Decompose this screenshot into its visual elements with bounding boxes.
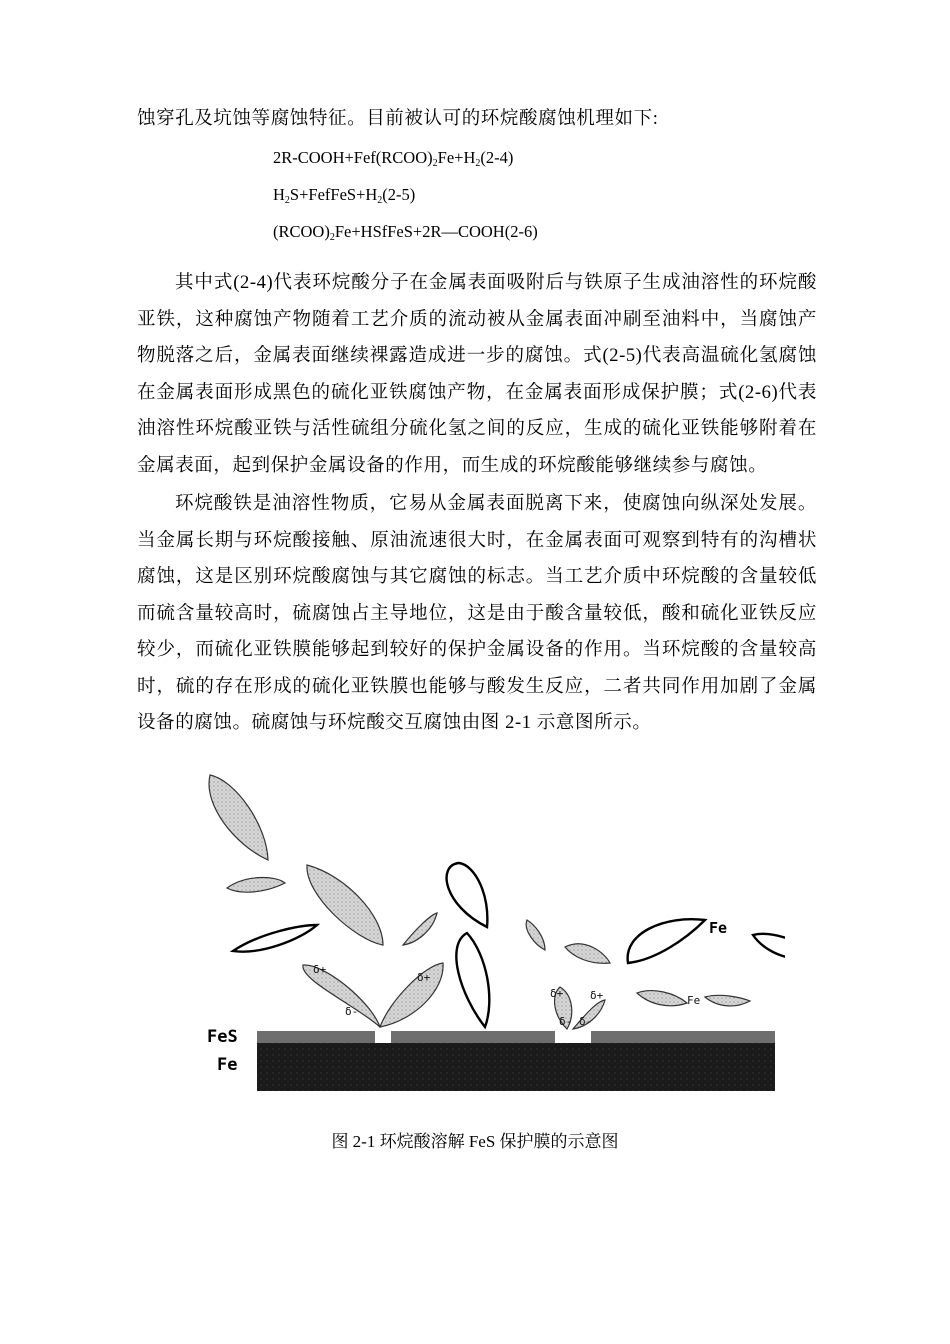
fe-base-layer [257, 1043, 775, 1091]
delta-plus-label-1: δ+ [313, 963, 327, 976]
leaf-left-attached-2 [380, 963, 443, 1027]
fes-label: FeS [207, 1027, 238, 1047]
corrosion-schematic [205, 765, 785, 1095]
delta-plus-label-4: δ+ [590, 989, 604, 1002]
fe-right-label: Fe [709, 919, 728, 937]
leaf-right-medium [565, 944, 610, 963]
delta-plus-label-3: δ+ [550, 987, 564, 1000]
leaf-outline-center [447, 863, 488, 927]
fe-small-label: Fe [687, 994, 701, 1007]
leaf-outline-upper-middle [456, 933, 489, 1027]
delta-minus-label-2: δ- [559, 1015, 573, 1028]
pit-left [375, 1031, 391, 1043]
intro-line: 蚀穿孔及坑蚀等腐蚀特征。目前被认可的环烷酸腐蚀机理如下: [137, 109, 659, 129]
fes-film-left [257, 1031, 375, 1043]
leaf-center-large [307, 865, 383, 945]
fes-film-right [591, 1031, 775, 1043]
leaf-top-left [209, 775, 268, 860]
fes-film-middle [391, 1031, 555, 1043]
pit-right [555, 1031, 591, 1043]
delta-plus-label-2: δ+ [417, 971, 431, 984]
leaf-outline-left [233, 925, 317, 952]
fe-label: Fe [217, 1055, 238, 1075]
equation-2-6: $(RCOO)_2Fe+HSfFeS+2R—COOH(2-6)$ [273, 222, 538, 243]
leaf-far-right [637, 991, 687, 1006]
figure-caption: 图 2-1 环烷酸溶解 FeS 保护膜的示意图 [331, 1132, 619, 1151]
paragraph-interaction: 环烷酸铁是油溶性物质，它易从金属表面脱离下来，使腐蚀向纵深处发展。当金属长期与环烷酸接触、原油流速很大时，在金属表面可观察到特有的沟槽状腐蚀，这是区别环烷酸腐蚀与其它腐蚀的标志。当工艺介质中环烷酸的含量较低而硫含量较高时，硫腐蚀占主导地位，这是由于酸含量较低，酸和硫化亚铁反应较少，而硫化亚铁膜能够起到较好的保护金属设备的作用。当环烷酸的含量较高时，硫的存在形成的硫化亚铁膜也能够与酸发生反应，二者共同作用加剧了金属设备的腐蚀。硫腐蚀与环烷酸交互腐蚀由图 2-1 示意图所示。 [137, 494, 817, 733]
leaf-far-right-2 [705, 995, 750, 1006]
equation-2-5: $H_2S+FefFeS+H_2(2-5)$ [273, 185, 416, 206]
leaf-right-small [526, 920, 545, 950]
leaf-mid-small [403, 913, 437, 945]
figure-2-1-diagram [205, 765, 785, 1095]
leaf-outline-right-fe [628, 919, 705, 963]
paragraph-mechanism: 其中式(2-4)代表环烷酸分子在金属表面吸附后与铁原子生成油溶性的环烷酸亚铁，这种腐蚀产物随着工艺介质的流动被从金属表面冲刷至油料中，当腐蚀产物脱落之后，金属表面继续裸露造成进一步的腐蚀。式(2-5)代表高温硫化氢腐蚀在金属表面形成黑色的硫化亚铁腐蚀产物，在金属表面形成保护膜；式(2-6)代表油溶性环烷酸亚铁与活性硫组分硫化氢之间的反应，生成的硫化亚铁能够附着在金属表面，起到保护金属设备的作用，而生成的环烷酸能够继续参与腐蚀。 [137, 273, 817, 476]
equation-2-4: $2R-COOH+Fef(RCOO)_2Fe+H_2(2-4)$ [273, 148, 514, 169]
delta-minus-label-1: δ- [345, 1005, 359, 1018]
delta-minus-label-3: δ- [579, 1015, 593, 1028]
leaf-left-small [227, 878, 285, 893]
leaf-outline-far-right [753, 934, 785, 959]
